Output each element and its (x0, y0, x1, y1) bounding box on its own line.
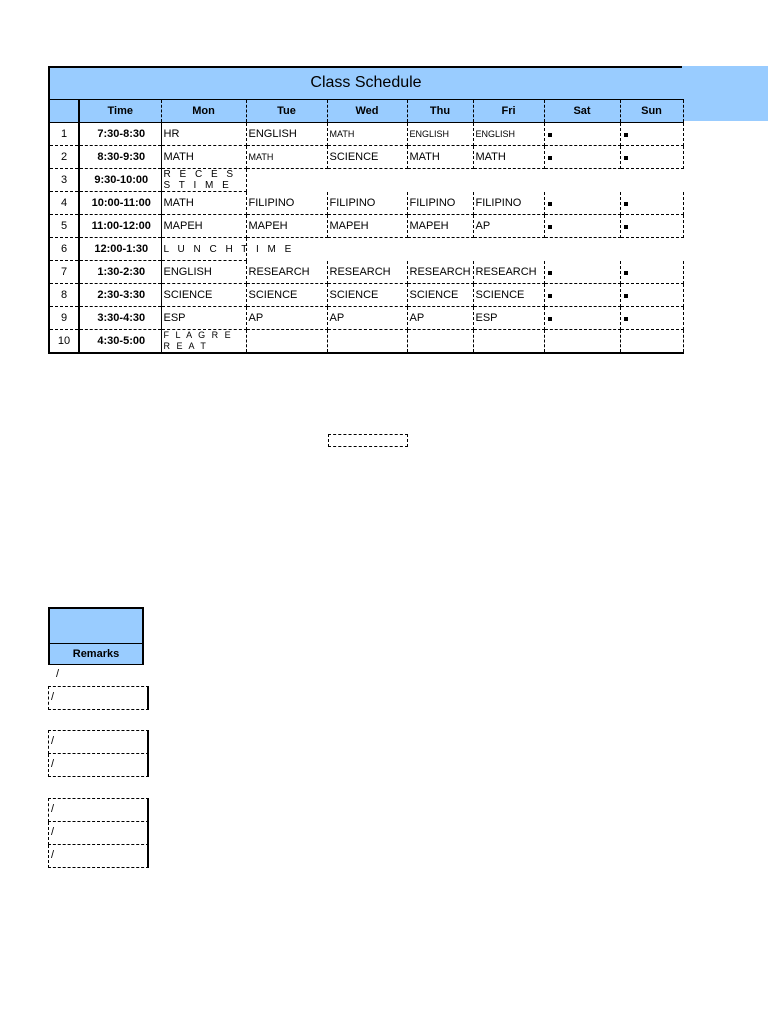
row-time: 3:30-4:30 (79, 307, 161, 330)
cell-sat (544, 307, 620, 330)
cell-fri: RESEARCH (473, 261, 544, 284)
table-row (49, 169, 683, 192)
remarks-cell: / (48, 798, 149, 822)
cell-fri: AP (473, 215, 544, 238)
cell-tue: RESEARCH (246, 261, 327, 284)
remarks-cell: / (48, 686, 149, 710)
header-tue: Tue (246, 100, 327, 123)
remarks-header (48, 607, 144, 665)
header-fri: Fri (473, 100, 544, 123)
cell-sat (544, 123, 620, 146)
cell-fri: SCIENCE (473, 284, 544, 307)
cell-thu (407, 330, 473, 354)
cell-wed: AP (327, 307, 407, 330)
cell-fri: MATH (473, 146, 544, 169)
table-row (49, 330, 683, 354)
cell-sun (620, 215, 683, 238)
cell-lunch: L U N C H T I M E (161, 238, 246, 261)
square-marker-icon (624, 294, 628, 298)
row-num: 6 (49, 238, 79, 261)
remarks-group-1 (48, 686, 149, 710)
table-row (49, 261, 683, 284)
square-marker-icon (624, 202, 628, 206)
cell-sun (620, 330, 683, 354)
cell-flag-ceremony: F L A G R E R E A T (161, 330, 246, 354)
cell-tue: MAPEH (246, 215, 327, 238)
row-time: 9:30-10:00 (79, 169, 161, 192)
table-row (49, 238, 683, 261)
cell-sun (620, 146, 683, 169)
cell-tue: FILIPINO (246, 192, 327, 215)
row-num: 3 (49, 169, 79, 192)
row-num: 9 (49, 307, 79, 330)
cell-thu: FILIPINO (407, 192, 473, 215)
empty-cell-box (328, 434, 408, 447)
cell-mon: ESP (161, 307, 246, 330)
remarks-group-3 (48, 798, 149, 868)
cell-wed: FILIPINO (327, 192, 407, 215)
row-num: 10 (49, 330, 79, 354)
remarks-cell: / (48, 730, 149, 754)
table-row (49, 192, 683, 215)
square-marker-icon (548, 156, 552, 160)
cell-thu: RESEARCH (407, 261, 473, 284)
square-marker-icon (624, 225, 628, 229)
cell-tue: SCIENCE (246, 284, 327, 307)
cell-sun (620, 192, 683, 215)
row-num: 5 (49, 215, 79, 238)
table-row (49, 284, 683, 307)
row-num: 8 (49, 284, 79, 307)
cell-mon: ENGLISH (161, 261, 246, 284)
cell-fri: ESP (473, 307, 544, 330)
row-time: 10:00-11:00 (79, 192, 161, 215)
table-row (49, 215, 683, 238)
cell-wed: MATH (327, 123, 407, 146)
row-num: 1 (49, 123, 79, 146)
cell-sat (544, 261, 620, 284)
cell-thu: MAPEH (407, 215, 473, 238)
square-marker-icon (548, 294, 552, 298)
title-band (48, 66, 682, 99)
cell-tue: ENGLISH (246, 123, 327, 146)
row-time: 7:30-8:30 (79, 123, 161, 146)
table-row (49, 146, 683, 169)
cell-mon: SCIENCE (161, 284, 246, 307)
header-band-right (682, 66, 768, 121)
remarks-group-2 (48, 730, 149, 777)
cell-wed: SCIENCE (327, 284, 407, 307)
square-marker-icon (548, 271, 552, 275)
cell-mon: MATH (161, 192, 246, 215)
row-time: 8:30-9:30 (79, 146, 161, 169)
empty-span (246, 238, 683, 261)
cell-wed: MAPEH (327, 215, 407, 238)
cell-fri: FILIPINO (473, 192, 544, 215)
remarks-cell: / (48, 845, 149, 868)
square-marker-icon (624, 156, 628, 160)
cell-recess: R E C E S S T I M E (161, 169, 246, 192)
header-wed: Wed (327, 100, 407, 123)
header-mon: Mon (161, 100, 246, 123)
schedule-table (48, 99, 684, 354)
divider (50, 643, 142, 644)
cell-sat (544, 215, 620, 238)
cell-thu: AP (407, 307, 473, 330)
header-time: Time (79, 100, 161, 123)
row-num: 4 (49, 192, 79, 215)
remarks-cell: / (48, 822, 149, 845)
cell-fri: ENGLISH (473, 123, 544, 146)
table-row (49, 307, 683, 330)
row-time: 12:00-1:30 (79, 238, 161, 261)
remarks-cell: / (48, 754, 149, 777)
cell-mon: MAPEH (161, 215, 246, 238)
cell-tue: AP (246, 307, 327, 330)
cell-wed: RESEARCH (327, 261, 407, 284)
square-marker-icon (548, 202, 552, 206)
row-num: 7 (49, 261, 79, 284)
header-thu: Thu (407, 100, 473, 123)
cell-wed (327, 330, 407, 354)
cell-thu: SCIENCE (407, 284, 473, 307)
cell-mon: MATH (161, 146, 246, 169)
cell-sun (620, 284, 683, 307)
square-marker-icon (624, 133, 628, 137)
row-time: 4:30-5:00 (79, 330, 161, 354)
cell-sun (620, 261, 683, 284)
square-marker-icon (548, 133, 552, 137)
cell-sat (544, 146, 620, 169)
header-sat: Sat (544, 100, 620, 123)
cell-sun (620, 123, 683, 146)
remarks-mark: / (56, 668, 60, 680)
square-marker-icon (548, 317, 552, 321)
table-row (49, 123, 683, 146)
remarks-label: Remarks (72, 648, 120, 660)
cell-mon: HR (161, 123, 246, 146)
cell-wed: SCIENCE (327, 146, 407, 169)
header-num (49, 100, 79, 123)
cell-tue: MATH (246, 146, 327, 169)
cell-sat (544, 284, 620, 307)
cell-sat (544, 330, 620, 354)
cell-fri (473, 330, 544, 354)
header-sun: Sun (620, 100, 683, 123)
row-time: 11:00-12:00 (79, 215, 161, 238)
square-marker-icon (624, 271, 628, 275)
cell-thu: ENGLISH (407, 123, 473, 146)
row-time: 1:30-2:30 (79, 261, 161, 284)
cell-sun (620, 307, 683, 330)
cell-tue (246, 330, 327, 354)
page-title: Class Schedule (310, 74, 422, 91)
row-time: 2:30-3:30 (79, 284, 161, 307)
cell-thu: MATH (407, 146, 473, 169)
square-marker-icon (548, 225, 552, 229)
header-row (49, 100, 683, 123)
cell-sat (544, 192, 620, 215)
empty-span (246, 169, 683, 192)
row-num: 2 (49, 146, 79, 169)
square-marker-icon (624, 317, 628, 321)
